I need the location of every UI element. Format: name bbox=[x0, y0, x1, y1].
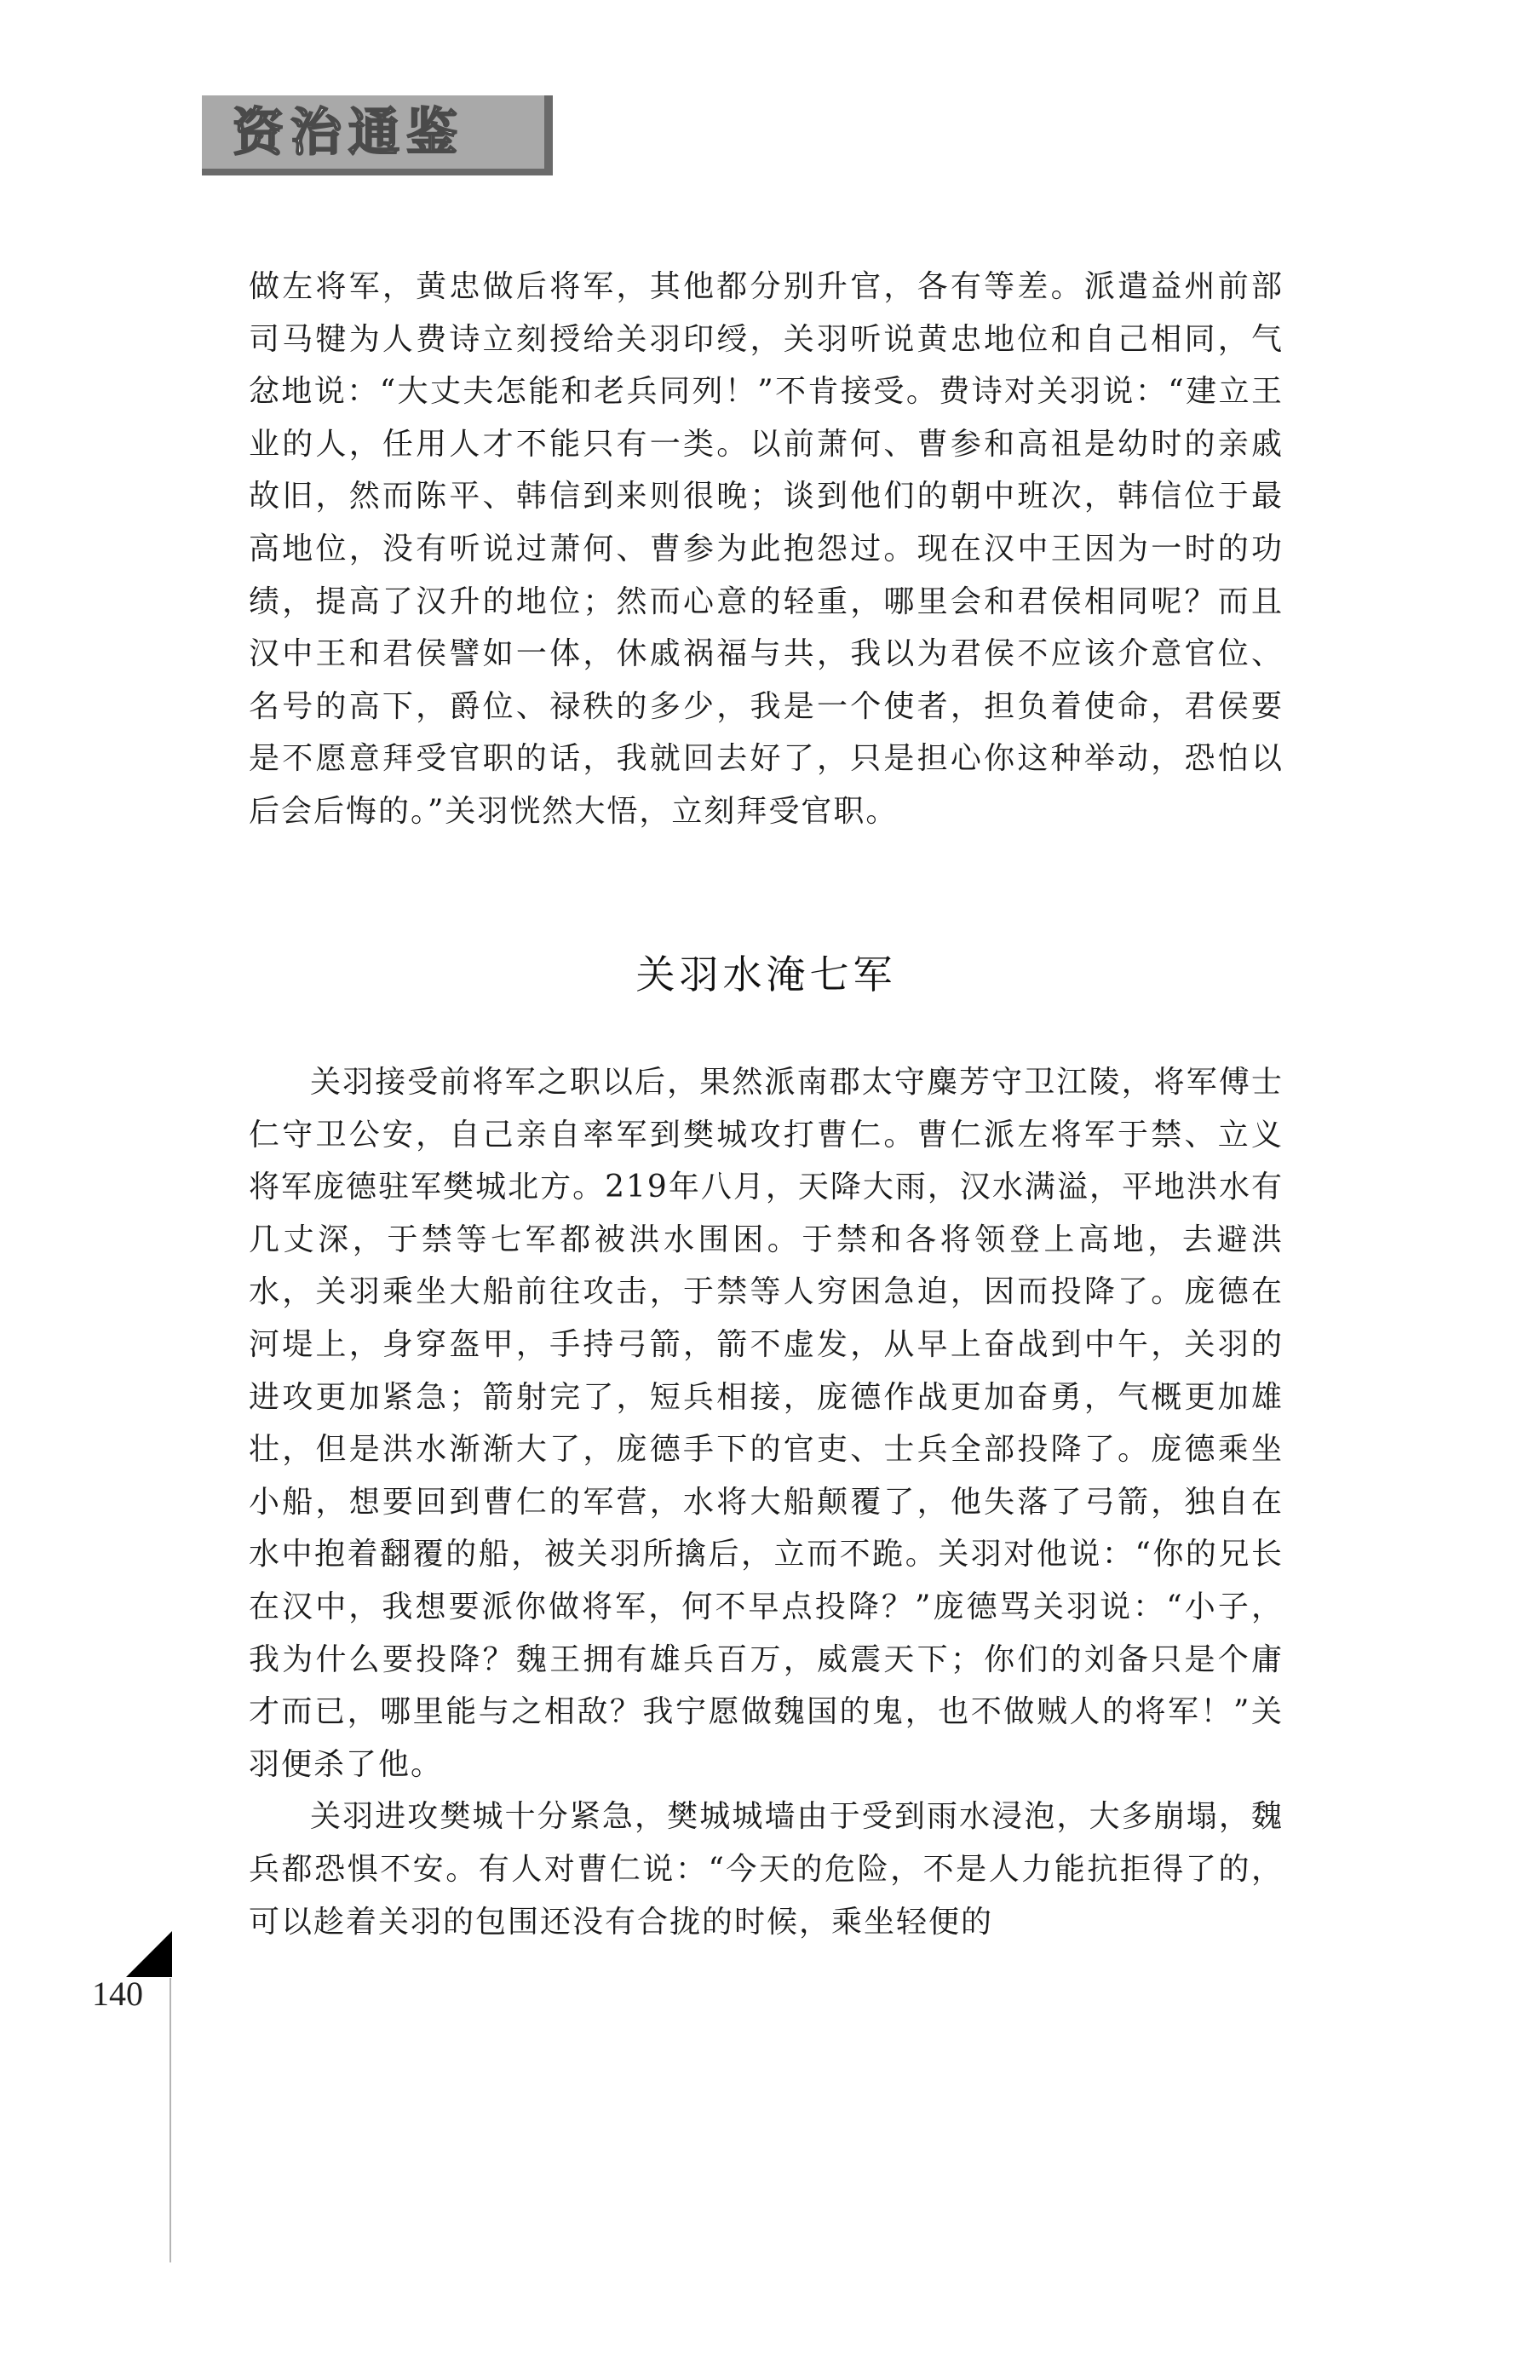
paragraph: 做左将军，黄忠做后将军，其他都分别升官，各有等差。派遣益州前部司马犍为人费诗立刻授给关羽印绶，关羽听说黄忠地位和自己相同，气忿地说：“大丈夫怎能和老兵同列！”不肯接受。费诗对关羽说：“建立王业的人，任用人才不能只有一类。以前萧何、曹参和高祖是幼时的亲戚故旧，然而陈平、韩信到来则很晚；谈到他们的朝中班次，韩信位于最高地位，没有听说过萧何、曹参为此抱怨过。现在汉中王因为一时的功绩，提高了汉升的地位；然而心意的轻重，哪里会和君侯相同呢？而且汉中王和君侯譬如一体，休戚祸福与共，我以为君侯不应该介意官位、名号的高下，爵位、禄秩的多少，我是一个使者，担负着使命，君侯要是不愿意拜受官职的话，我就回去好了，只是担心你这种举动，恐怕以后会后悔的。”关羽恍然大悟，立刻拜受官职。 bbox=[249, 269, 1284, 829]
page-corner-marker bbox=[126, 1931, 172, 1977]
book-title: 资治通鉴 bbox=[233, 103, 464, 163]
margin-rule bbox=[170, 1978, 171, 2262]
section-body bbox=[249, 1056, 1284, 1948]
continuation-text bbox=[249, 261, 1284, 838]
paragraph: 关羽进攻樊城十分紧急，樊城城墙由于受到雨水浸泡，大多崩塌，魏兵都恐惧不安。有人对曹仁说：“今天的危险，不是人力能抗拒得了的，可以趁着关羽的包围还没有合拢的时候，乘坐轻便的 bbox=[249, 1799, 1284, 1940]
section-heading: 关羽水淹七军 bbox=[635, 951, 897, 997]
book-title-banner bbox=[202, 95, 553, 175]
paragraph: 关羽接受前将军之职以后，果然派南郡太守麋芳守卫江陵，将军傅士仁守卫公安，自己亲自率军到樊城攻打曹仁。曹仁派左将军于禁、立义将军庞德驻军樊城北方。219年八月，天降大雨，汉水满溢，平地洪水有几丈深，于禁等七军都被洪水围困。于禁和各将领登上高地，去避洪水，关羽乘坐大船前往攻击，于禁等人穷困急迫，因而投降了。庞德在河堤上，身穿盔甲，手持弓箭，箭不虚发，从早上奋战到中午，关羽的进攻更加紧急；箭射完了，短兵相接，庞德作战更加奋勇，气概更加雄壮，但是洪水渐渐大了，庞德手下的官吏、士兵全部投降了。庞德乘坐小船，想要回到曹仁的军营，水将大船颠覆了，他失落了弓箭，独自在水中抱着翻覆的船，被关羽所擒后，立而不跪。关羽对他说：“你的兄长在汉中，我想要派你做将军，何不早点投降？”庞德骂关羽说：“小子，我为什么要投降？魏王拥有雄兵百万，威震天下；你们的刘备只是个庸才而已，哪里能与之相敌？我宁愿做魏国的鬼，也不做贼人的将军！”关羽便杀了他。 bbox=[249, 1065, 1284, 1782]
page-number: 140 bbox=[92, 1975, 143, 2013]
